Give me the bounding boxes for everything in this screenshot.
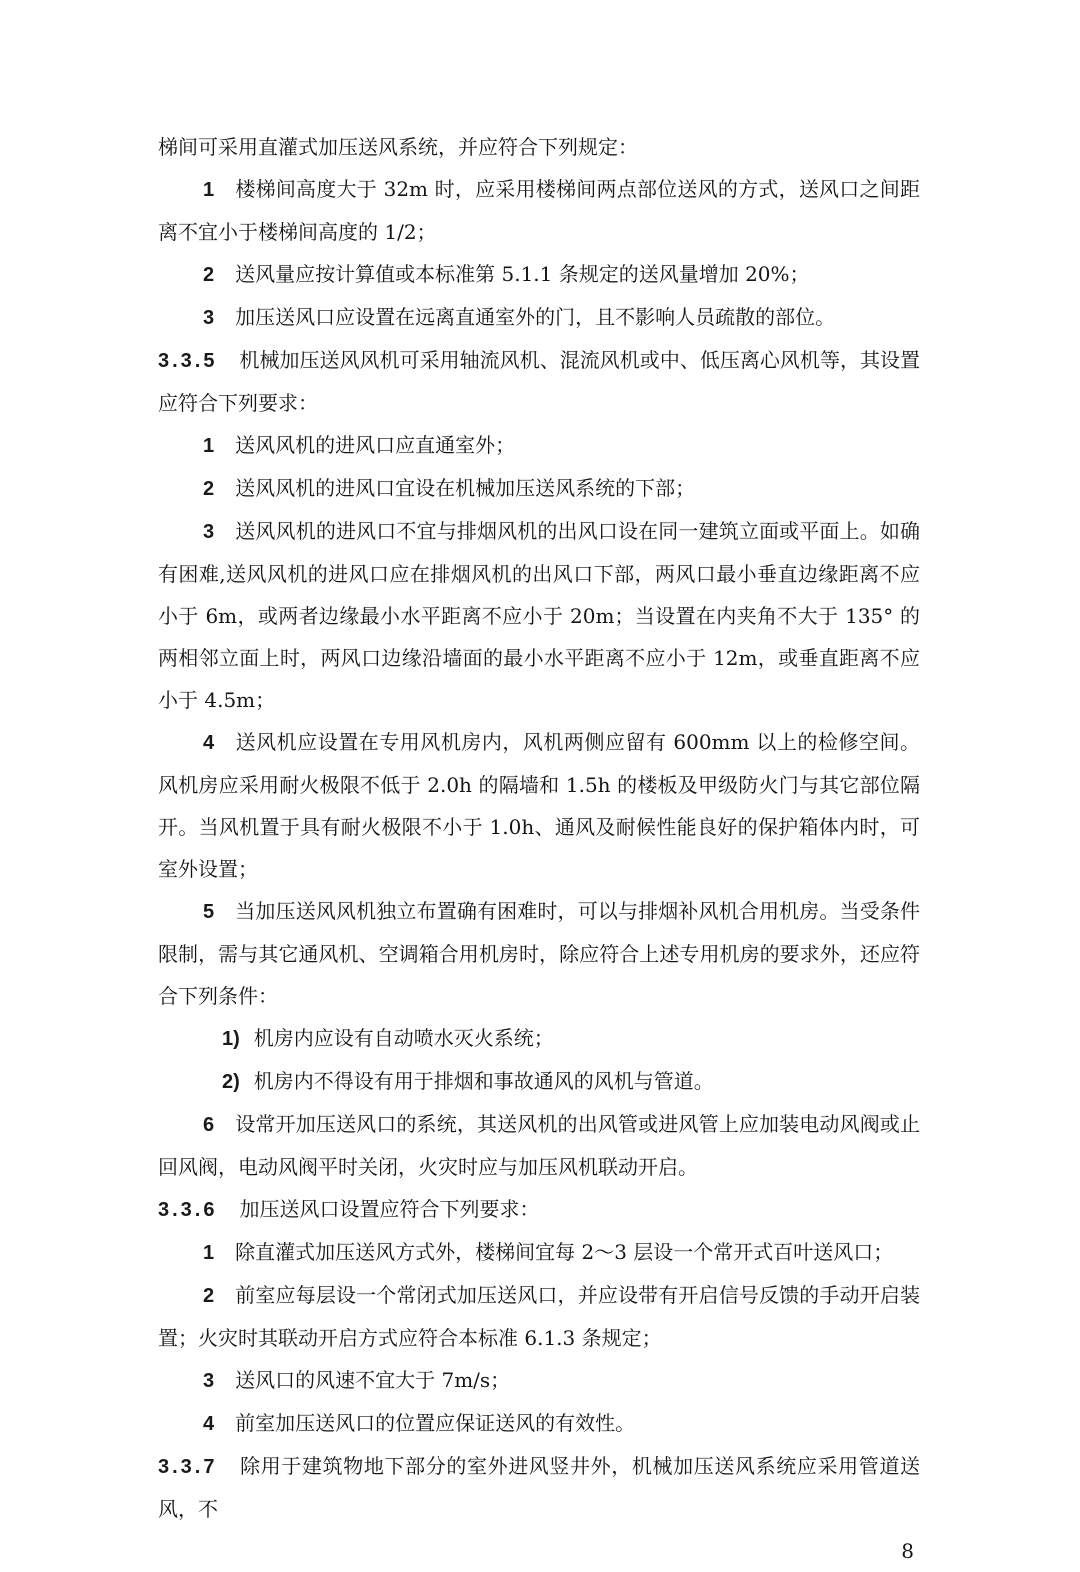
paragraph-text: 梯间可采用直灌式加压送风系统，并应符合下列规定： <box>158 135 638 159</box>
paragraph-item <box>158 721 920 890</box>
paragraph-text: 设常开加压送风口的系统，其送风机的出风管或进风管上应加装电动风阀或止回风阀，电动风阀平时关闭，火灾时应与加压风机联动开启。 <box>158 1112 920 1179</box>
paragraph-text: 机房内应设有自动喷水灭火系统； <box>253 1026 554 1050</box>
paragraph-item <box>158 296 920 339</box>
paragraph-text: 除用于建筑物地下部分的室外进风竖井外，机械加压送风系统应采用管道送风，不 <box>158 1454 920 1521</box>
clause-number: 3.3.7 <box>158 1456 218 1478</box>
item-number: 2 <box>203 478 215 500</box>
paragraph-subitem <box>158 1060 920 1103</box>
item-number: 2 <box>203 1285 215 1307</box>
paragraph-text: 当加压送风风机独立布置确有困难时，可以与排烟补风机合用机房。当受条件限制，需与其它通风机、空调箱合用机房时，除应符合上述专用机房的要求外，还应符合下列条件： <box>158 899 920 1008</box>
item-number: 3 <box>203 521 215 543</box>
item-number: 1 <box>203 179 215 201</box>
paragraph-item <box>158 1103 920 1188</box>
paragraph-text: 送风量应按计算值或本标准第 5.1.1 条规定的送风量增加 20%； <box>235 262 810 286</box>
item-number: 1) <box>222 1028 240 1050</box>
item-number: 3 <box>203 1370 215 1392</box>
item-number: 2) <box>222 1071 240 1093</box>
paragraph-text: 除直灌式加压送风方式外，楼梯间宜每 2～3 层设一个常开式百叶送风口； <box>235 1240 894 1264</box>
paragraph-item <box>158 424 920 467</box>
page-number: 8 <box>901 1539 914 1563</box>
paragraph-item <box>158 510 920 721</box>
item-number: 4 <box>203 732 215 754</box>
paragraph-text: 送风风机的进风口应直通室外； <box>235 433 516 457</box>
paragraph-text: 送风口的风速不宜大于 7m/s； <box>235 1368 511 1392</box>
paragraph-text: 楼梯间高度大于 32m 时，应采用楼梯间两点部位送风的方式，送风口之间距离不宜小于楼梯间高度的 1/2； <box>158 177 920 244</box>
item-number: 3 <box>203 307 215 329</box>
paragraph-text: 机械加压送风风机可采用轴流风机、混流风机或中、低压离心风机等，其设置应符合下列要求： <box>158 348 920 415</box>
paragraph-text: 送风风机的进风口宜设在机械加压送风系统的下部； <box>235 476 696 500</box>
paragraph-text: 加压送风口应设置在远离直通室外的门，且不影响人员疏散的部位。 <box>235 305 836 329</box>
paragraph-clause <box>158 1188 920 1231</box>
document-body <box>158 126 920 1530</box>
paragraph-text: 前室加压送风口的位置应保证送风的有效性。 <box>235 1411 636 1435</box>
item-number: 4 <box>203 1413 215 1435</box>
paragraph-text: 送风机应设置在专用风机房内，风机两侧应留有 600mm 以上的检修空间。风机房应采用耐火极限不低于 2.0h 的隔墙和 1.5h 的楼板及甲级防火门与其它部位隔开。当风机置于具有耐火极限不小于 1.0h、通风及耐候性能良好的保护箱体内时，可室外设置； <box>158 730 920 881</box>
item-number: 1 <box>203 435 215 457</box>
paragraph-text: 送风风机的进风口不宜与排烟风机的出风口设在同一建筑立面或平面上。如确有困难,送风风机的进风口应在排烟风机的出风口下部，两风口最小垂直边缘距离不应小于 6m，或两者边缘最小水平距离不应小于 20m；当设置在内夹角不大于 135° 的两相邻立面上时，两风口边缘沿墙面的最小水平距离不应小于 12m，或垂直距离不应小于 4.5m； <box>158 519 920 712</box>
paragraph-item <box>158 1402 920 1445</box>
paragraph-clause <box>158 339 920 424</box>
paragraph-item <box>158 168 920 253</box>
item-number: 2 <box>203 264 215 286</box>
paragraph-item <box>158 253 920 296</box>
paragraph-item <box>158 890 920 1017</box>
item-number: 5 <box>203 901 215 923</box>
paragraph-item <box>158 467 920 510</box>
paragraph-item <box>158 1274 920 1359</box>
paragraph-text: 加压送风口设置应符合下列要求： <box>239 1197 540 1221</box>
paragraph-text: 机房内不得设有用于排烟和事故通风的风机与管道。 <box>253 1069 714 1093</box>
paragraph-subitem <box>158 1017 920 1060</box>
clause-number: 3.3.5 <box>158 350 218 372</box>
item-number: 1 <box>203 1242 215 1264</box>
paragraph-item <box>158 1359 920 1402</box>
paragraph-clause <box>158 1445 920 1530</box>
item-number: 6 <box>203 1114 215 1136</box>
paragraph-item <box>158 1231 920 1274</box>
paragraph-text: 前室应每层设一个常闭式加压送风口，并应设带有开启信号反馈的手动开启装置；火灾时其联动开启方式应符合本标准 6.1.3 条规定； <box>158 1283 920 1350</box>
clause-number: 3.3.6 <box>158 1199 218 1221</box>
paragraph-continuation <box>158 126 920 168</box>
